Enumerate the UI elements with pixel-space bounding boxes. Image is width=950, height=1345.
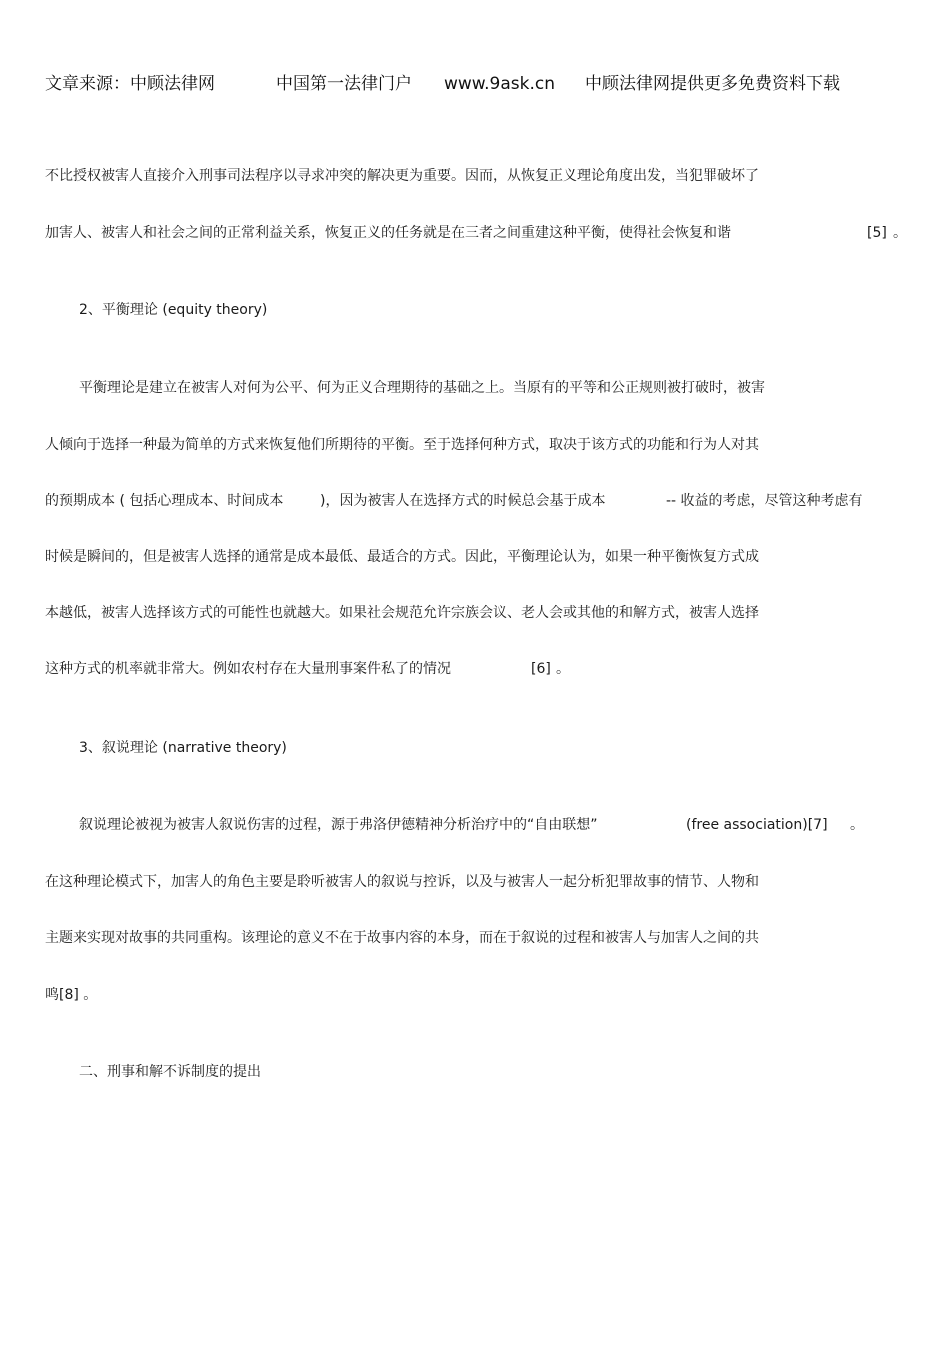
para2-line2: 人倾向于选择一种最为简单的方式来恢复他们所期待的平衡。至于选择何种方式，取决于该方式的功能和行为人对其	[45, 437, 759, 453]
para3-line2: 在这种理论模式下，加害人的角色主要是聆听被害人的叙说与控诉，以及与被害人一起分析犯罪故事的情节、人物和	[45, 874, 759, 890]
para1-line2: 加害人、被害人和社会之间的正常利益关系，恢复正义的任务就是在三者之间重建这种平衡，使得社会恢复和谐	[45, 225, 731, 241]
para2-line1: 平衡理论是建立在被害人对何为公平、何为正义合理期待的基础之上。当原有的平等和公正规则被打破时，被害	[79, 380, 765, 396]
para2-line6: 这种方式的机率就非常大。例如农村存在大量刑事案件私了的情况	[45, 661, 451, 677]
para2-line3b: )，因为被害人在选择方式的时候总会基于成本	[320, 493, 606, 509]
para3-line1: 叙说理论被视为被害人叙说伤害的过程，源于弗洛伊德精神分析治疗中的“自由联想”	[79, 817, 598, 833]
para3-ref-7: (free association)[7]	[686, 817, 828, 833]
para3-line4: 鸣[8] 。	[45, 987, 98, 1003]
para1-ref-5: [5]	[867, 225, 887, 241]
para3-line3: 主题来实现对故事的共同重构。该理论的意义不在于故事内容的本身，而在于叙说的过程和被害人与加害人之间的共	[45, 930, 759, 946]
para1-line1: 不比授权被害人直接介入刑事司法程序以寻求冲突的解决更为重要。因而，从恢复正义理论角度出发，当犯罪破坏了	[45, 168, 759, 184]
para2-line3c: -- 收益的考虑，尽管这种考虑有	[666, 493, 863, 509]
para2-line5: 本越低，被害人选择该方式的可能性也就越大。如果社会规范允许宗族会议、老人会或其他的和解方式，被害人选择	[45, 605, 759, 621]
header-portal: 中国第一法律门户	[276, 74, 412, 94]
para1-end-mark: 。	[893, 225, 907, 241]
heading-equity-theory: 2、平衡理论 (equity theory)	[79, 302, 268, 318]
header-promo: 中顾法律网提供更多免费资料下载	[585, 74, 840, 94]
section-heading: 二、刑事和解不诉制度的提出	[79, 1064, 261, 1080]
header-source: 文章来源：中顾法律网	[45, 74, 215, 94]
para2-end-mark: 。	[556, 661, 570, 677]
para2-ref-6: [6]	[531, 661, 551, 677]
para3-end-mark: 。	[850, 817, 864, 833]
heading-narrative-theory: 3、叙说理论 (narrative theory)	[79, 740, 287, 756]
para2-line4: 时候是瞬间的，但是被害人选择的通常是成本最低、最适合的方式。因此，平衡理论认为，如果一种平衡恢复方式成	[45, 549, 759, 565]
header-site-url: www.9ask.cn	[444, 74, 556, 94]
para2-line3a: 的预期成本 ( 包括心理成本、时间成本	[45, 493, 284, 509]
